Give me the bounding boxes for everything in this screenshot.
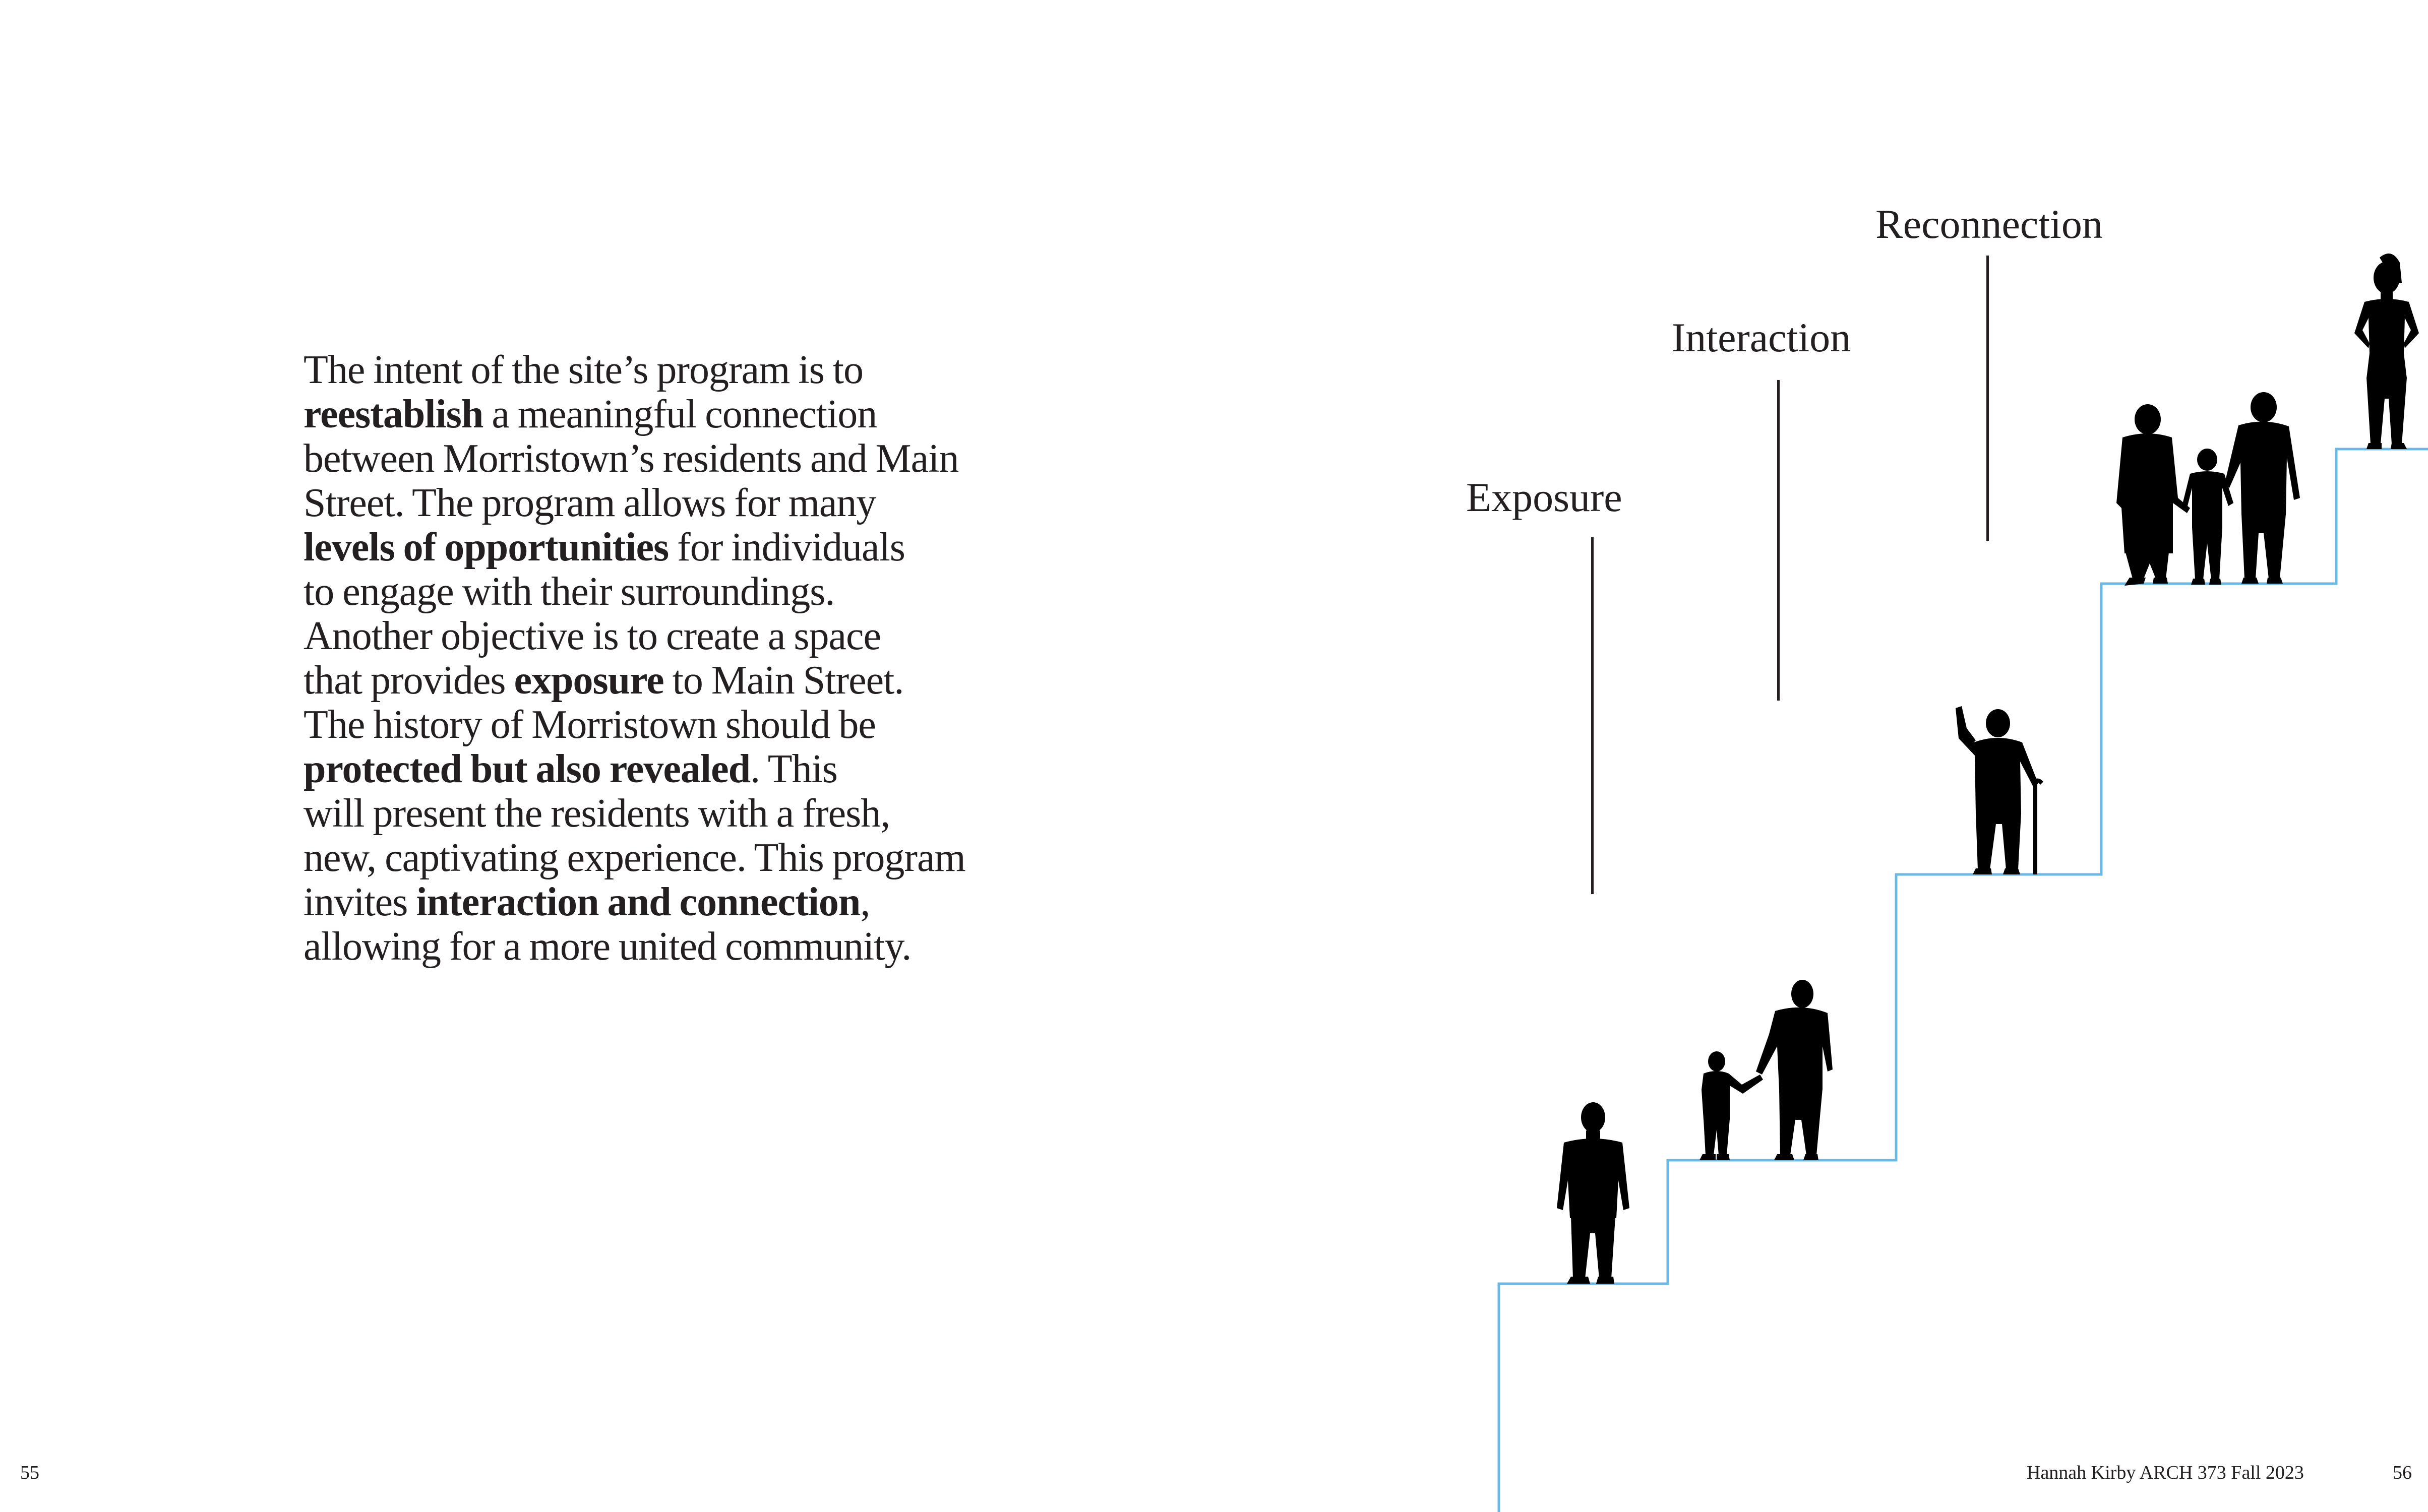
exposure-leader-line (1591, 537, 1594, 894)
text-run: to engage with their surroundings. (304, 570, 835, 614)
text-run: . This (750, 747, 837, 791)
stage-label-reconnection: Reconnection (1875, 201, 2103, 247)
emphasized-phrase: interaction and connection (416, 880, 861, 924)
adult-and-child-icon (1699, 980, 1833, 1160)
text-run: a meaningful connection (483, 392, 877, 436)
family-holding-hands-icon (2116, 392, 2300, 586)
standing-woman-icon (2354, 254, 2419, 449)
right-page-number: 56 (2393, 1462, 2412, 1483)
text-run: Another objective is to create a space (304, 614, 881, 658)
emphasized-phrase: exposure (514, 658, 664, 703)
text-run: for individuals (669, 525, 905, 570)
emphasized-phrase: reestablish (304, 392, 483, 436)
text-run: that provides (304, 658, 514, 703)
interaction-leader-line (1777, 380, 1780, 701)
text-run: The intent of the site’s program is to (304, 348, 863, 392)
left-page-number: 55 (20, 1462, 39, 1483)
walking-adult-icon (1557, 1102, 1629, 1284)
stage-label-exposure: Exposure (1466, 474, 1622, 520)
text-run: Street. The program allows for many (304, 481, 876, 525)
elderly-person-with-cane-icon (1956, 706, 2043, 874)
emphasized-phrase: levels of opportunities (304, 525, 669, 570)
text-run: , (860, 880, 870, 924)
text-run: to Main Street. (663, 658, 904, 703)
footer-credit: Hannah Kirby ARCH 373 Fall 2023 (2027, 1462, 2304, 1483)
text-run: will present the residents with a fresh, (304, 791, 890, 836)
text-run: new, captivating experience. This program (304, 836, 965, 880)
reconnection-leader-line (1986, 256, 1989, 541)
stair-outline (1499, 449, 2428, 1512)
text-run: between Morristown’s residents and Main (304, 436, 959, 481)
text-run: allowing for a more united community. (304, 924, 912, 969)
stage-label-interaction: Interaction (1672, 314, 1851, 360)
text-run: invites (304, 880, 416, 924)
emphasized-phrase: protected but also revealed (304, 747, 751, 791)
text-run: The history of Morristown should be (304, 703, 876, 747)
